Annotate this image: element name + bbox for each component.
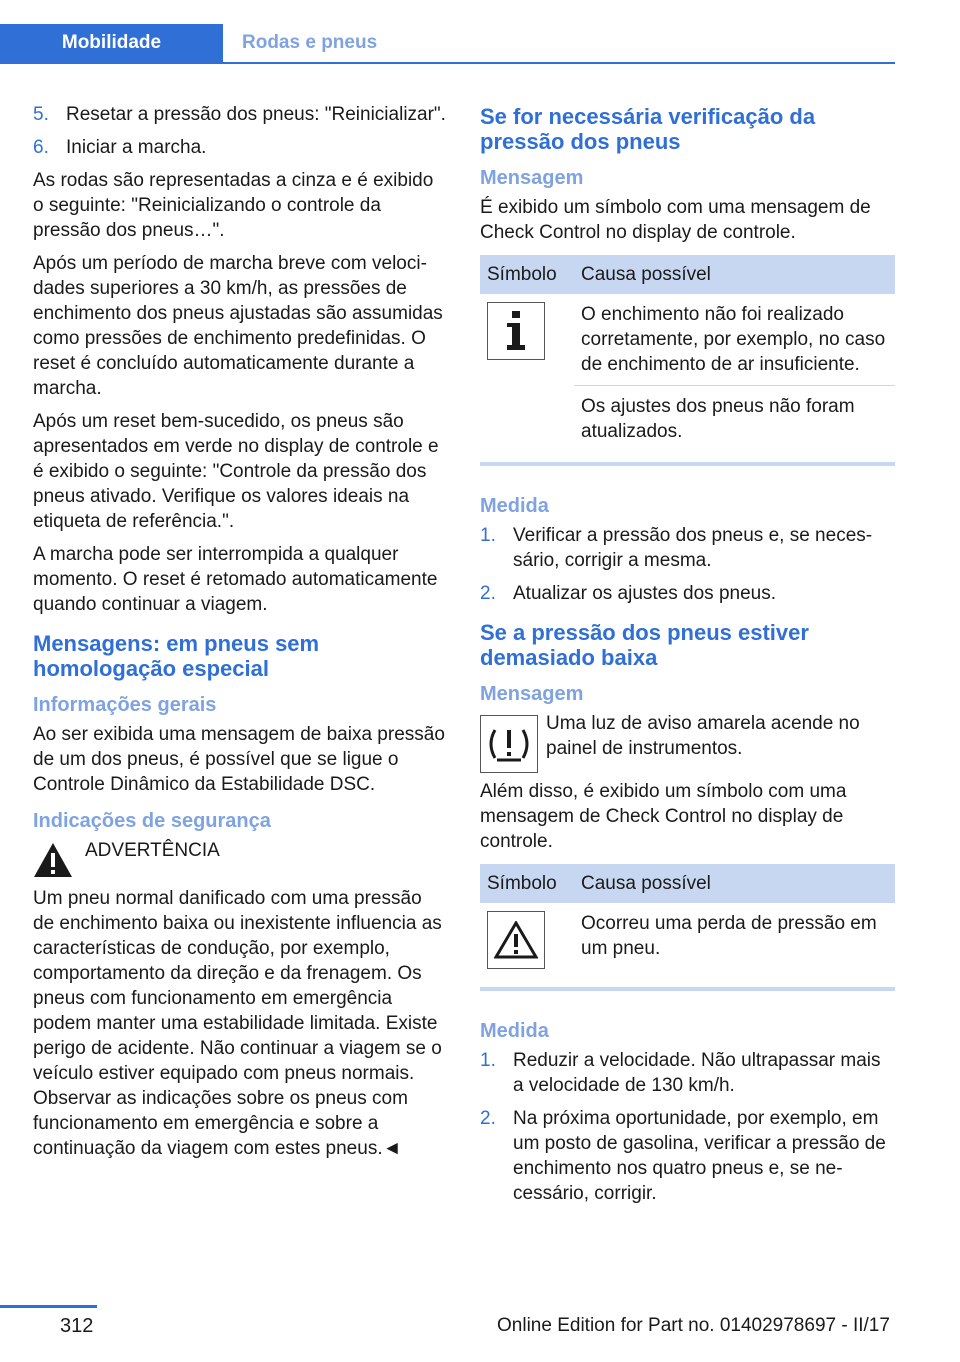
step-item [480,581,895,606]
paragraph: Uma luz de aviso amarela acende no painel de instrumentos. [546,713,860,759]
step-text: Na próxima oportunidade, por exemplo, em um posto de gasolina, verificar a pressão de enchimento nos quatro pneus e, se necessário, corrigir. [513,1108,886,1204]
step-item [33,135,448,160]
left-column [33,102,448,1169]
subsection-heading: Medida [480,1020,549,1042]
step-text: Reduzir a velocidade. Não ultrapassar mais a velocidade de 130 km/h. [513,1050,881,1096]
tire-pressure-warning-icon [480,715,538,773]
paragraph: A marcha pode ser interrompida a qualquer momento. O reset é retomado automaticamente quando continuar a viagem. [33,544,438,615]
subsection-heading: Medida [480,495,549,517]
table-cell-cause: Ocorreu uma perda de pressão em um pneu. [574,903,895,989]
subsection-heading: Indicações de segurança [33,810,271,832]
warning-block [33,838,448,888]
footer-rule [0,1305,97,1308]
step-number: 2. [480,583,496,604]
page-number: 312 [60,1315,94,1337]
col-header-cause: Causa possível [574,864,895,903]
step-text: Verificar a pressão dos pneus e, se necessário, corrigir a mesma. [513,525,873,571]
paragraph: Ao ser exibida uma mensagem de baixa pressão de um dos pneus, é possível que se ligue o Controle Dinâmico da Estabilidade DSC. [33,724,445,795]
warning-triangle-icon [33,842,73,878]
page-footer [0,1305,960,1362]
step-number: 1. [480,1050,496,1071]
warning-text: Um pneu normal danificado com uma pressão de enchimento baixa ou inexistente influencia as características de condução, por exemplo, comportamento da direção e da frenagem. Os pneus com funcionamento em emergência podem manter uma estabilidade limitada. Existe perigo de acidente. Não continuar a viagem se o veículo estiver equipado com pneus normais. Observar as indicações sobre os pneus com funcionamento em emergência e sobre a continuação da viagem com estes pneus.◄ [33,888,442,1159]
step-number: 1. [480,525,496,546]
warning-title: ADVERTÊNCIA [85,840,220,861]
step-item [480,1106,895,1206]
paragraph: É exibido um símbolo com uma mensagem de Check Control no display de controle. [480,197,871,243]
step-item [33,102,448,127]
step-number: 5. [33,104,49,125]
step-text: Resetar a pressão dos pneus: "Reinicializar". [66,104,446,125]
col-header-cause: Causa possível [574,255,895,294]
chapter-tab-mobilidade[interactable]: Mobilidade [0,24,223,62]
edition-text: Online Edition for Part no. 01402978697 - II/17 [497,1315,890,1336]
col-header-symbol: Símbolo [480,864,574,903]
step-text: Iniciar a marcha. [66,137,207,158]
symbol-table [480,255,895,466]
section-tab-rodas-e-pneus[interactable]: Rodas e pneus [242,32,378,53]
right-column [480,102,895,1214]
step-item [480,523,895,573]
step-number: 2. [480,1108,496,1129]
step-item [480,1048,895,1098]
subsection-heading: Informações gerais [33,694,217,716]
paragraph: Após um reset bem-sucedido, os pneus são apresentados em verde no display de controle e é exibido o seguinte: "Controle da pressão dos pneus ativado. Verifique os valores ideais na etiqueta de referência.". [33,411,439,532]
warning-triangle-icon [487,911,545,969]
info-icon [487,302,545,360]
section-heading: Se a pressão dos pneus estiver demasiado baixa [480,620,809,670]
chapter-header [0,24,895,64]
col-header-symbol: Símbolo [480,255,574,294]
subsection-heading: Mensagem [480,683,584,705]
symbol-table [480,864,895,991]
section-heading: Se for necessária verificação da pressão dos pneus [480,104,816,154]
paragraph: Além disso, é exibido um símbolo com uma mensagem de Check Control no display de controle. [480,781,847,852]
step-number: 6. [33,137,49,158]
warning-light-row [480,711,895,769]
step-text: Atualizar os ajustes dos pneus. [513,583,776,604]
table-cell-cause: Os ajustes dos pneus não foram atualizados. [574,386,895,465]
paragraph: As rodas são representadas a cinza e é exibido o seguinte: "Reinicializando o controle da pressão dos pneus…". [33,170,434,241]
section-heading: Mensagens: em pneus sem homologação especial [33,631,320,681]
table-cell-cause: O enchimento não foi realizado corretamente, por exemplo, no caso de enchimento de ar insuficiente. [581,304,886,375]
subsection-heading: Mensagem [480,167,584,189]
paragraph: Após um período de marcha breve com velocidades superiores a 30 km/h, as pressões de enchimento dos pneus ajustadas são assumidas como pressões de enchimento predefinidas. O reset é concluído automaticamente durante a marcha. [33,253,443,399]
